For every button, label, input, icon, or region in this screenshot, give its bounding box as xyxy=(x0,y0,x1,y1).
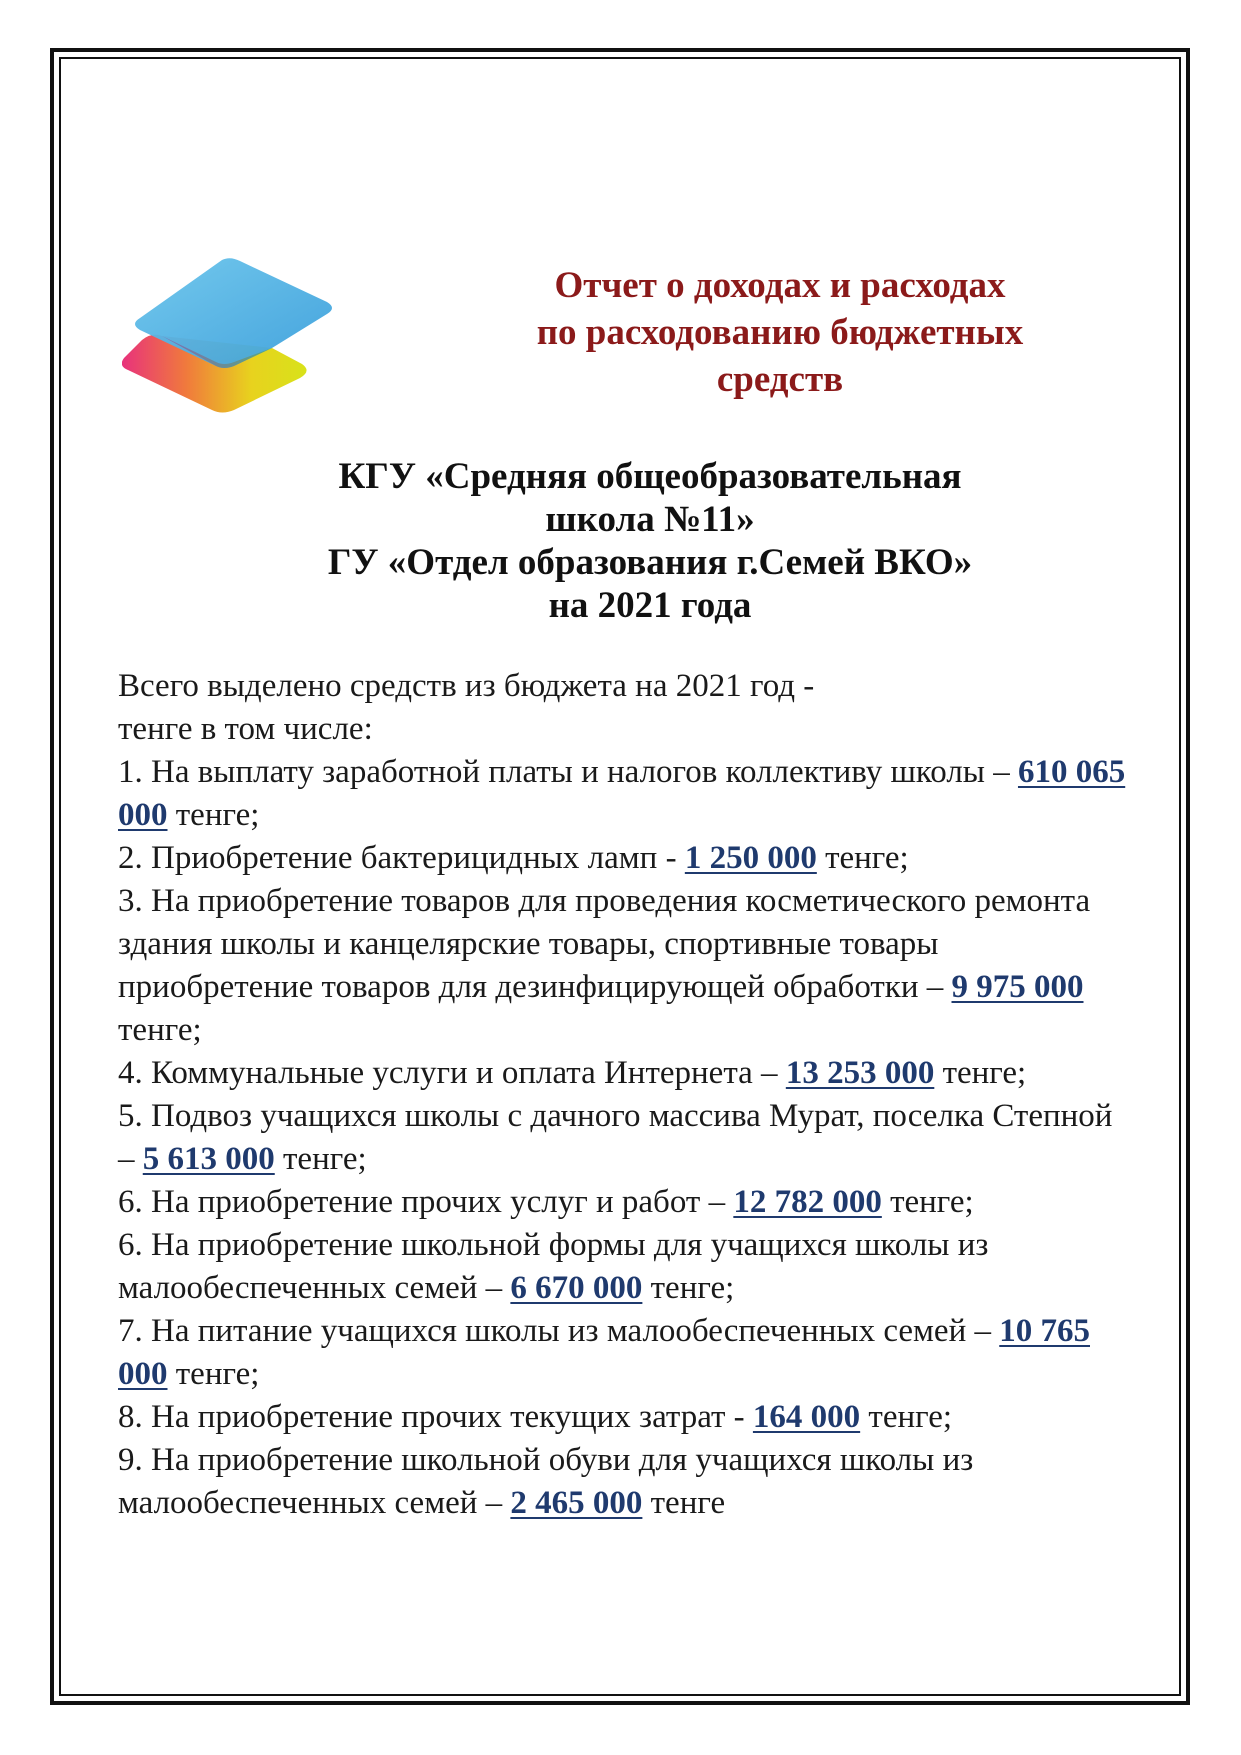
expense-amount: 9 975 000 xyxy=(951,969,1084,1005)
expense-unit: тенге xyxy=(642,1485,726,1521)
expense-item xyxy=(118,1310,1128,1396)
expense-item xyxy=(118,1396,1128,1439)
expense-amount: 1 250 000 xyxy=(684,840,817,876)
expense-item xyxy=(118,837,1128,880)
expense-amount: 10 765 000 xyxy=(118,1313,1090,1392)
expense-item xyxy=(118,751,1128,837)
report-title-line: по расходованию бюджетных xyxy=(536,312,1024,353)
organization-line: КГУ «Средняя общеобразовательная xyxy=(338,456,962,497)
expense-unit: тенге; xyxy=(816,840,909,876)
stacked-layers-logo-icon xyxy=(122,258,357,418)
expense-item xyxy=(118,880,1128,1052)
expense-unit: тенге; xyxy=(167,1356,260,1392)
expense-amount: 610 065 000 xyxy=(118,754,1126,833)
expense-amount: 5 613 000 xyxy=(142,1141,275,1177)
expense-item xyxy=(118,1095,1128,1181)
expense-amount: 164 000 xyxy=(752,1399,861,1435)
expense-amount: 6 670 000 xyxy=(510,1270,643,1306)
report-title-line: Отчет о доходах и расходах xyxy=(554,265,1006,306)
expense-unit: тенге; xyxy=(881,1184,974,1220)
expense-text: 8. На приобретение прочих текущих затрат - xyxy=(118,1399,753,1435)
expense-unit: тенге; xyxy=(934,1055,1027,1091)
expense-text: 3. На приобретение товаров для проведения косметического ремонта здания школы и канцелярские товары, спортивные товары приобретение товаров для дезинфицирующей обработки – xyxy=(118,883,1091,1005)
expense-text: 4. Коммунальные услуги и оплата Интернета – xyxy=(118,1055,786,1091)
expense-item xyxy=(118,1439,1128,1525)
expense-text: 1. На выплату заработной платы и налогов коллективу школы – xyxy=(118,754,1018,790)
organization-line: школа №11» xyxy=(545,499,755,540)
expense-text: 2. Приобретение бактерицидных ламп - xyxy=(118,840,685,876)
expense-text: 9. На приобретение школьной обуви для учащихся школы из малообеспеченных семей – xyxy=(118,1442,974,1521)
intro-line: Всего выделено средств из бюджета на 2021 год - xyxy=(118,668,815,704)
report-title xyxy=(470,262,1090,403)
expense-unit: тенге; xyxy=(167,797,260,833)
expense-list xyxy=(118,665,1128,1525)
expense-unit: тенге; xyxy=(274,1141,367,1177)
organization-line: на 2021 года xyxy=(548,585,752,626)
expense-text: 6. На приобретение школьной формы для учащихся школы из малообеспеченных семей – xyxy=(118,1227,989,1306)
expense-unit: тенге; xyxy=(642,1270,735,1306)
expense-text: 5. Подвоз учащихся школы с дачного массива Мурат, поселка Степной – xyxy=(118,1098,1113,1177)
expense-text: 7. На питание учащихся школы из малообеспеченных семей – xyxy=(118,1313,1000,1349)
expense-unit: тенге; xyxy=(860,1399,953,1435)
report-title-line: средств xyxy=(716,359,844,400)
expense-item xyxy=(118,1224,1128,1310)
expense-amount: 2 465 000 xyxy=(510,1485,643,1521)
intro-line: тенге в том числе: xyxy=(118,711,373,747)
expense-amount: 13 253 000 xyxy=(785,1055,935,1091)
expense-unit: тенге; xyxy=(118,1012,202,1048)
organization-line: ГУ «Отдел образования г.Семей ВКО» xyxy=(327,542,973,583)
organization-heading xyxy=(150,455,1150,627)
expense-text: 6. На приобретение прочих услуг и работ – xyxy=(118,1184,734,1220)
expense-item xyxy=(118,1181,1128,1224)
expense-item xyxy=(118,1052,1128,1095)
expense-amount: 12 782 000 xyxy=(733,1184,882,1220)
